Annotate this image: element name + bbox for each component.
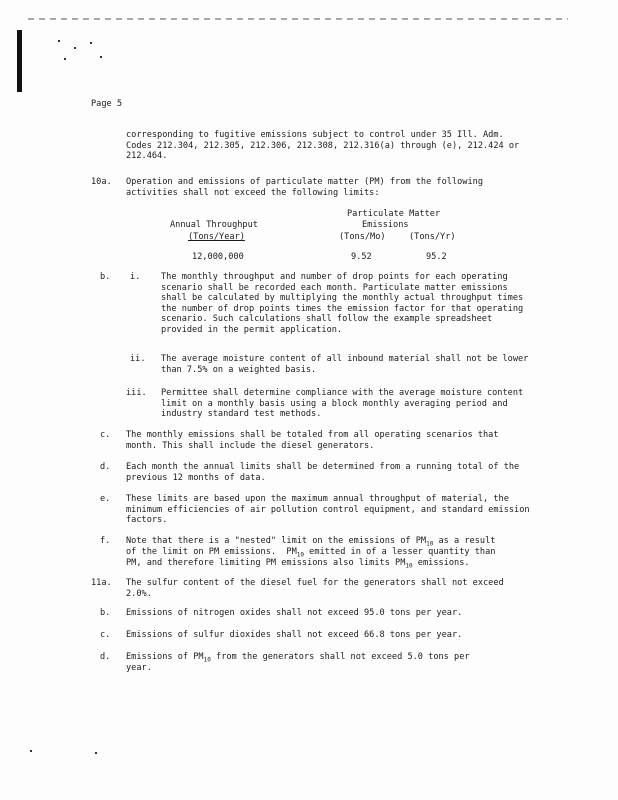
condition-text-10d: Each month the annual limits shall be determined from a running total of the previous 12 months of data. bbox=[126, 462, 520, 483]
scan-speck bbox=[30, 750, 32, 752]
condition-label-11a: 11a. bbox=[91, 578, 112, 588]
table-group-header-2: Emissions bbox=[362, 220, 409, 230]
scan-speck bbox=[74, 47, 76, 49]
table-col1-unit: (Tons/Year) bbox=[188, 232, 245, 242]
condition-label-10c: c. bbox=[100, 430, 111, 440]
scan-speck bbox=[95, 752, 97, 754]
condition-label-11d: d. bbox=[100, 652, 111, 662]
condition-text-11d-line2: year. bbox=[126, 663, 152, 673]
table-tons-mo-value: 9.52 bbox=[351, 252, 372, 262]
condition-text-11a: The sulfur content of the diesel fuel for the generators shall not exceed 2.0%. bbox=[126, 578, 504, 599]
condition-10b-item-num-i: i. bbox=[130, 272, 141, 282]
condition-text-10f-line3: PM, and therefore limiting PM emissions also limits $PM_{10}$ emissions. bbox=[126, 558, 470, 570]
condition-text-11b: Emissions of nitrogen oxides shall not exceed 95.0 tons per year. bbox=[126, 608, 463, 618]
scan-artifact-top bbox=[28, 18, 568, 20]
condition-text-10f-line1: Note that there is a "nested" limit on the emissions of $PM_{10}$ as a result bbox=[126, 536, 496, 548]
condition-label-10f: f. bbox=[100, 536, 111, 546]
scan-speck bbox=[90, 42, 92, 44]
condition-label-10b: b. bbox=[100, 272, 111, 282]
condition-text-10f-line2: of the limit on PM emissions. $PM_{10}$ emitted in of a lesser quantity than bbox=[126, 547, 496, 559]
condition-text-10a: Operation and emissions of particulate matter (PM) from the following activities shall not exceed the following limits: bbox=[126, 177, 483, 198]
table-col3-unit: (Tons/Yr) bbox=[409, 232, 456, 242]
condition-label-10e: e. bbox=[100, 494, 111, 504]
condition-label-11c: c. bbox=[100, 630, 111, 640]
condition-text-10e: These limits are based upon the maximum annual throughput of material, the minimum efficiencies of air pollution control equipment, and standard emission factors. bbox=[126, 494, 530, 526]
condition-10b-item-text-iii: Permittee shall determine compliance with the average moisture content limit on a monthly basis using a block monthly averaging period and industry standard test methods. bbox=[161, 388, 524, 420]
condition-text-11c: Emissions of sulfur dioxides shall not exceed 66.8 tons per year. bbox=[126, 630, 463, 640]
condition-text-11d-line1: Emissions of $PM_{10}$ from the generators shall not exceed 5.0 tons per bbox=[126, 652, 470, 664]
scan-speck bbox=[58, 40, 60, 42]
table-throughput-value: 12,000,000 bbox=[192, 252, 244, 262]
scan-speck bbox=[100, 56, 102, 58]
page-label: Page 5 bbox=[91, 99, 123, 109]
condition-label-10a: 10a. bbox=[91, 177, 112, 187]
condition-10b-item-text-i: The monthly throughput and number of drop points for each operating scenario shall be recorded each month. Particulate matter emissions shall be calculated by multiplying the monthly actual throughput times the number of drop points times the emission factor for that operating scenario. Such calculations shall follow the example spreadsheet provided in the permit application. bbox=[161, 272, 524, 335]
table-group-header-1: Particulate Matter bbox=[347, 209, 441, 219]
condition-10b-item-num-iii: iii. bbox=[126, 388, 147, 398]
condition-label-11b: b. bbox=[100, 608, 111, 618]
condition-text-10c: The monthly emissions shall be totaled from all operating scenarios that month. This shall include the diesel generators. bbox=[126, 430, 499, 451]
condition-label-10d: d. bbox=[100, 462, 111, 472]
continuation-paragraph: corresponding to fugitive emissions subject to control under 35 Ill. Adm. Codes 212.304, 212.305, 212.306, 212.308, 212.316(a) through (e), 212.424 or 212.464. bbox=[126, 130, 520, 162]
table-col1-header: Annual Throughput bbox=[170, 220, 258, 230]
table-tons-yr-value: 95.2 bbox=[426, 252, 447, 262]
table-col2-unit: (Tons/Mo) bbox=[339, 232, 386, 242]
scan-artifact-left-bar bbox=[17, 30, 22, 92]
condition-10b-item-text-ii: The average moisture content of all inbound material shall not be lower than 7.5% on a weighted basis. bbox=[161, 354, 529, 375]
scan-speck bbox=[64, 58, 66, 60]
condition-10b-item-num-ii: ii. bbox=[130, 354, 146, 364]
